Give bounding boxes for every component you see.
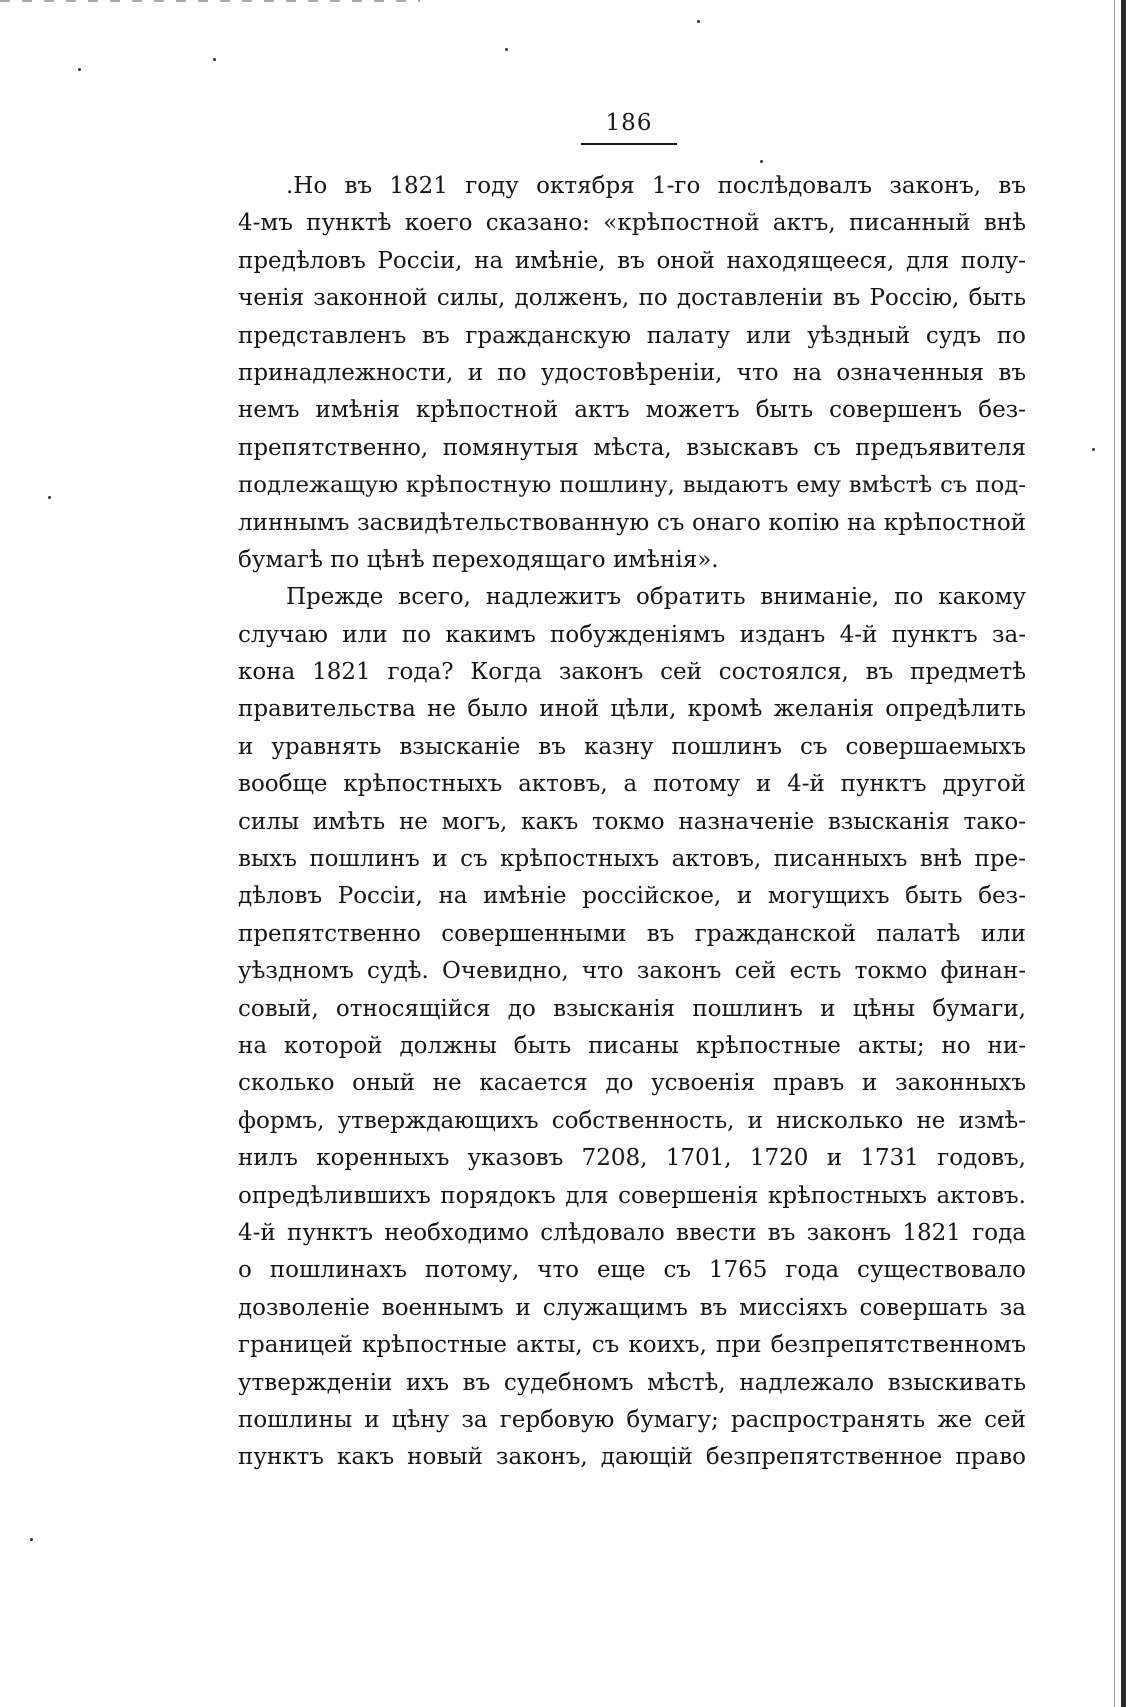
scan-speck <box>78 68 81 71</box>
text-line: препятственно, помянутыя мѣста, взыскавъ съ предъявителя <box>238 434 1026 461</box>
scan-speck <box>697 20 700 23</box>
text-line: препятственно совершенными въ гражданской палатѣ или <box>238 920 1026 947</box>
text-line: сколько оный не касается до усвоенія правъ и законныхъ <box>238 1070 1026 1097</box>
scan-speck <box>505 48 508 51</box>
page-edge-shadow <box>1114 0 1115 1707</box>
page-number: 186 <box>605 110 653 136</box>
text-line: правительства не было иной цѣли, кромѣ желанія опредѣлить <box>238 696 1026 723</box>
scan-speck <box>760 160 763 163</box>
scan-speck <box>30 1538 33 1541</box>
page-edge-line <box>1121 0 1126 1707</box>
text-line: о пошлинахъ потому, что еще съ 1765 года существовало <box>238 1257 1026 1284</box>
text-line: уѣздномъ судѣ. Очевидно, что законъ сей есть токмо финан- <box>238 958 1026 985</box>
text-line: формъ, утверждающихъ собственность, и нисколько не измѣ- <box>238 1107 1026 1134</box>
text-line: линнымъ засвидѣтельствованную съ онаго копію на крѣпостной <box>238 509 1026 536</box>
text-line: 4-й пунктъ необходимо слѣдовало ввести въ законъ 1821 года <box>238 1219 1026 1246</box>
text-line: представленъ въ гражданскую палату или уѣздный судъ по <box>238 322 1026 349</box>
text-line: немъ имѣнія крѣпостной актъ можетъ быть совершенъ без- <box>238 397 1026 424</box>
scan-speck <box>213 58 216 61</box>
text-line: Прежде всего, надлежитъ обратить вниманіе, по какому <box>286 584 1026 611</box>
text-line: пошлины и цѣну за гербовую бумагу; распространять же сей <box>238 1406 1026 1433</box>
text-line: бумагѣ по цѣнѣ переходящаго имѣнія». <box>238 546 719 573</box>
page-number-underline <box>581 143 677 145</box>
text-line: границей крѣпостные акты, съ коихъ, при безпрепятственномъ <box>238 1332 1026 1359</box>
text-line: подлежащую крѣпостную пошлину, выдаютъ ему вмѣстѣ съ под- <box>238 472 1026 499</box>
text-line: совый, относящійся до взысканія пошлинъ и цѣны бумаги, <box>238 995 1026 1022</box>
body-text <box>238 168 1026 1477</box>
text-line: кона 1821 года? Когда законъ сей состоялся, въ предметѣ <box>238 659 1026 686</box>
text-line: случаю или по какимъ побужденіямъ изданъ 4-й пунктъ за- <box>238 621 1026 648</box>
scan-speck <box>48 496 51 499</box>
text-line: пунктъ какъ новый законъ, дающій безпрепятственное право <box>238 1444 1026 1471</box>
text-line: .Но въ 1821 году октября 1-го послѣдовалъ законъ, въ <box>286 173 1026 199</box>
text-line: дѣловъ Россіи, на имѣніе россійское, и могущихъ быть без- <box>238 883 1026 910</box>
text-line: опредѣлившихъ порядокъ для совершенія крѣпостныхъ актовъ. <box>238 1182 1026 1209</box>
scan-speck <box>1092 448 1095 451</box>
text-line: дозволеніе военнымъ и служащимъ въ миссіяхъ совершать за <box>238 1294 1026 1321</box>
text-line: нилъ коренныхъ указовъ 7208, 1701, 1720 и 1731 годовъ, <box>238 1145 1026 1172</box>
text-line: силы имѣть не могъ, какъ токмо назначеніе взысканія тако- <box>238 808 1026 835</box>
text-line: на которой должны быть писаны крѣпостные акты; но ни- <box>238 1032 1026 1059</box>
top-edge-scan-artifact <box>0 0 420 2</box>
text-line: ченія законной силы, долженъ, по доставленіи въ Россію, быть <box>238 285 1026 312</box>
text-line: и уравнять взысканіе въ казну пошлинъ съ совершаемыхъ <box>238 733 1026 760</box>
text-line: выхъ пошлинъ и съ крѣпостныхъ актовъ, писанныхъ внѣ пре- <box>238 846 1026 873</box>
text-line: принадлежности, и по удостовѣреніи, что на означенныя въ <box>238 359 1026 386</box>
text-line: 4-мъ пунктѣ коего сказано: «крѣпостной актъ, писанный внѣ <box>238 210 1026 237</box>
text-line: предѣловъ Россіи, на имѣніе, въ оной находящееся, для полу- <box>238 247 1026 274</box>
text-line: вообще крѣпостныхъ актовъ, а потому и 4-й пунктъ другой <box>238 771 1026 798</box>
text-line: утвержденіи ихъ въ судебномъ мѣстѣ, надлежало взыскивать <box>238 1369 1026 1396</box>
